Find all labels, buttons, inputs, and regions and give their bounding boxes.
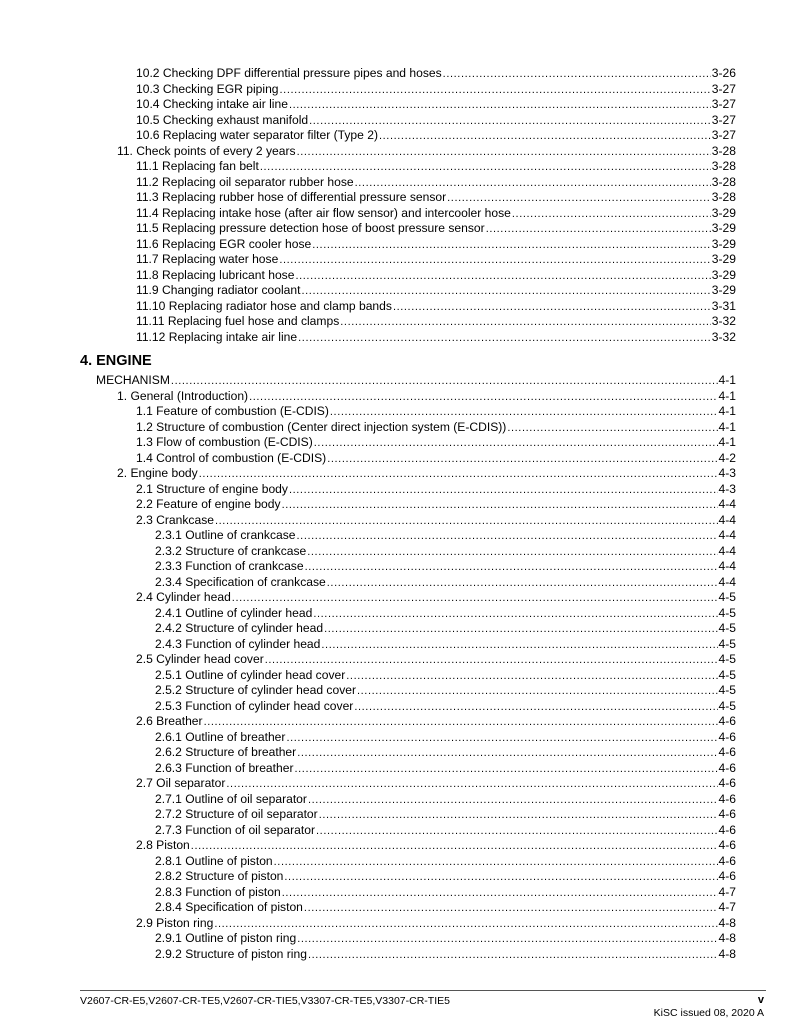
toc-entry-label: 2.3.4 Specification of crankcase [155, 574, 326, 589]
toc-entry-page: 3-28 [711, 143, 736, 158]
footer-divider [80, 990, 766, 991]
toc-entry-label: 2.9 Piston ring [136, 915, 214, 930]
toc-entry-label: 2.7.3 Function of oil separator [155, 822, 316, 837]
toc-entry[interactable] [155, 544, 736, 560]
toc-entry-label: 2.9.1 Outline of piston ring [155, 931, 297, 945]
toc-entry[interactable] [155, 885, 736, 901]
toc-entry[interactable] [136, 776, 736, 792]
toc-entry-label: 11.6 Replacing EGR cooler hose [136, 236, 312, 251]
dot-leader [324, 622, 717, 638]
dot-leader [282, 498, 718, 514]
page-number: v [757, 994, 764, 1006]
toc-entry-page: 4-5 [718, 590, 736, 604]
toc-entry-label: 2.8.3 Function of piston [155, 884, 281, 899]
toc-entry[interactable] [155, 730, 736, 746]
toc-entry-label: 2.3.3 Function of crankcase [155, 559, 304, 573]
toc-entry[interactable] [136, 82, 736, 98]
dot-leader [295, 269, 710, 285]
dot-leader [316, 824, 718, 840]
section-heading: 4. ENGINE [80, 353, 152, 369]
dot-leader [312, 238, 711, 254]
dot-leader [282, 886, 718, 902]
dot-leader [274, 855, 718, 871]
dot-leader [321, 638, 717, 654]
toc-entry[interactable] [136, 113, 736, 129]
dot-leader [297, 529, 718, 545]
toc-entry-page: 4-5 [718, 683, 736, 697]
toc-entry-label: 1.2 Structure of combustion (Center direct injection system (E-CDIS)) [136, 419, 507, 434]
toc-entry-page: 4-8 [718, 931, 736, 945]
toc-entry[interactable] [136, 97, 736, 113]
toc-entry-label: 2.1 Structure of engine body [136, 481, 288, 496]
toc-entry[interactable] [136, 420, 736, 436]
toc-entry-page: 4-1 [718, 388, 736, 403]
toc-entry-label: 2.7.2 Structure of oil separator [155, 807, 318, 821]
toc-entry-page: 4-6 [718, 760, 736, 775]
toc-entry-label: 2.5.2 Structure of cylinder head cover [155, 683, 356, 697]
toc-entry-label: 11.5 Replacing pressure detection hose of boost pressure sensor [136, 221, 485, 235]
toc-entry-label: 2.4.3 Function of cylinder head [155, 636, 321, 651]
toc-entry[interactable] [136, 206, 736, 222]
dot-leader [346, 669, 717, 685]
toc-entry-label: 2.9.2 Structure of piston ring [155, 946, 307, 961]
toc-entry[interactable] [117, 144, 736, 160]
dot-leader [297, 145, 711, 161]
toc-entry[interactable] [136, 497, 736, 513]
dot-leader [260, 160, 711, 176]
toc-entry[interactable] [155, 668, 736, 684]
toc-entry-label: 11.9 Changing radiator coolant [136, 283, 301, 297]
toc-entry-label: 2.6.2 Structure of breather [155, 745, 297, 759]
toc-entry-page: 4-5 [718, 636, 736, 651]
toc-entry-label: 2.8.4 Specification of piston [155, 900, 303, 914]
toc-entry-label: 11.4 Replacing intake hose (after air flow sensor) and intercooler hose [136, 205, 511, 220]
toc-entry-label: 2.2 Feature of engine body [136, 497, 281, 511]
toc-entry-label: 2.8.1 Outline of piston [155, 853, 273, 868]
toc-entry-page: 3-28 [711, 159, 736, 173]
toc-entry[interactable] [155, 637, 736, 653]
toc-entry-page: 4-6 [718, 714, 736, 728]
toc-entry-page: 3-28 [711, 190, 736, 204]
dot-leader [280, 83, 711, 99]
toc-entry-label: 11.8 Replacing lubricant hose [136, 267, 295, 282]
footer-model-list: V2607-CR-E5,V2607-CR-TE5,V2607-CR-TIE5,V3307-CR-TE5,V3307-CR-TIE5 [80, 995, 450, 1007]
dot-leader [214, 917, 717, 933]
toc-entry-page: 3-29 [711, 252, 736, 266]
dot-leader [308, 948, 718, 964]
toc-entry-page: 3-29 [711, 221, 736, 235]
toc-entry-page: 4-8 [718, 915, 736, 930]
toc-entry-page: 4-5 [718, 621, 736, 635]
toc-entry[interactable] [155, 745, 736, 761]
dot-leader [298, 331, 711, 347]
toc-entry-page: 4-7 [718, 884, 736, 899]
dot-leader [286, 731, 717, 747]
toc-entry[interactable] [136, 237, 736, 253]
toc-entry-page: 4-6 [718, 869, 736, 883]
toc-entry-page: 4-5 [718, 652, 736, 666]
dot-leader [330, 405, 718, 421]
toc-entry[interactable] [136, 590, 736, 606]
dot-leader [304, 901, 718, 917]
toc-entry[interactable] [136, 299, 736, 315]
toc-entry[interactable] [136, 190, 736, 206]
issue-date: KiSC issued 08, 2020 A [653, 1007, 764, 1019]
toc-entry-label: 10.3 Checking EGR piping [136, 81, 279, 96]
toc-entry-page: 3-32 [711, 314, 736, 328]
dot-leader [354, 700, 717, 716]
toc-entry-page: 4-6 [718, 745, 736, 759]
toc-entry-label: MECHANISM [96, 373, 170, 387]
toc-entry-page: 4-4 [718, 528, 736, 542]
toc-entry[interactable] [136, 314, 736, 330]
toc-entry[interactable] [155, 761, 736, 777]
toc-entry-page: 3-31 [711, 298, 736, 313]
toc-entry-label: 11.10 Replacing radiator hose and clamp bands [136, 298, 392, 313]
toc-entry-page: 3-27 [711, 112, 736, 127]
toc-entry[interactable] [136, 451, 736, 467]
toc-entry-label: 2.4.2 Structure of cylinder head [155, 621, 324, 635]
toc-entry[interactable] [136, 838, 736, 854]
toc-entry-label: 10.5 Checking exhaust manifold [136, 112, 309, 127]
toc-entry-page: 4-3 [718, 466, 736, 480]
toc-entry-page: 4-8 [718, 946, 736, 961]
dot-leader [265, 653, 718, 669]
dot-leader [512, 207, 711, 223]
dot-leader [215, 514, 718, 530]
dot-leader [279, 253, 710, 269]
dot-leader [507, 421, 717, 437]
dot-leader [302, 284, 711, 300]
toc-entry-page: 4-3 [718, 481, 736, 496]
toc-entry-label: 2.4.1 Outline of cylinder head [155, 605, 313, 620]
dot-leader [289, 483, 718, 499]
toc-entry-page: 4-6 [718, 807, 736, 821]
toc-entry-page: 3-29 [711, 283, 736, 297]
toc-entry[interactable] [136, 283, 736, 299]
dot-leader [313, 607, 717, 623]
toc-entry-label: 2.6.3 Function of breather [155, 760, 294, 775]
toc-entry-page: 3-26 [711, 66, 736, 80]
toc-entry-label: 1.4 Control of combustion (E-CDIS) [136, 450, 327, 465]
dot-leader [319, 808, 718, 824]
toc-entry[interactable] [136, 652, 736, 668]
toc-entry[interactable] [136, 221, 736, 237]
toc-entry-page: 4-2 [718, 450, 736, 465]
dot-leader [340, 315, 711, 331]
toc-entry-label: 2.3.1 Outline of crankcase [155, 528, 296, 542]
toc-entry-label: 11.12 Replacing intake air line [136, 329, 298, 344]
dot-leader [305, 560, 718, 576]
dot-leader [226, 777, 717, 793]
dot-leader [199, 467, 718, 483]
dot-leader [327, 452, 717, 468]
toc-entry-label: 10.4 Checking intake air line [136, 97, 288, 111]
dot-leader [249, 390, 717, 406]
toc-entry-page: 3-27 [711, 81, 736, 96]
toc-entry-label: 11.7 Replacing water hose [136, 252, 279, 266]
toc-entry-page: 4-4 [718, 512, 736, 527]
toc-entry-page: 4-4 [718, 559, 736, 573]
toc-entry-label: 11.3 Replacing rubber hose of differential pressure sensor [136, 190, 447, 204]
toc-entry-label: 11. Check points of every 2 years [117, 143, 296, 158]
dot-leader [314, 436, 718, 452]
toc-entry-label: 1.1 Feature of combustion (E-CDIS) [136, 404, 329, 418]
toc-entry[interactable] [155, 947, 736, 963]
toc-entry[interactable] [155, 559, 736, 575]
toc-entry-label: 2.3.2 Structure of crankcase [155, 543, 307, 558]
dot-leader [204, 715, 718, 731]
toc-entry-label: 2.7 Oil separator [136, 776, 226, 790]
dot-leader [297, 746, 717, 762]
toc-entry[interactable] [96, 373, 736, 389]
toc-entry[interactable] [155, 575, 736, 591]
toc-entry-page: 3-29 [711, 205, 736, 220]
toc-entry-page: 3-29 [711, 236, 736, 251]
toc-entry[interactable] [136, 513, 736, 529]
dot-leader [393, 300, 711, 316]
dot-leader [284, 870, 717, 886]
toc-entry-page: 4-4 [718, 574, 736, 589]
toc-entry[interactable] [155, 683, 736, 699]
toc-entry[interactable] [136, 435, 736, 451]
toc-entry-page: 4-4 [718, 543, 736, 558]
dot-leader [309, 114, 711, 130]
toc-entry[interactable] [117, 466, 736, 482]
toc-entry-page: 4-5 [718, 698, 736, 713]
toc-entry-label: 2.8.2 Structure of piston [155, 869, 284, 883]
toc-entry[interactable] [136, 330, 736, 346]
dot-leader [297, 932, 717, 948]
toc-entry[interactable] [117, 389, 736, 405]
toc-entry[interactable] [155, 606, 736, 622]
toc-entry-page: 4-5 [718, 605, 736, 620]
toc-entry-label: 11.2 Replacing oil separator rubber hose [136, 174, 354, 189]
dot-leader [327, 576, 718, 592]
dot-leader [447, 191, 711, 207]
toc-entry[interactable] [136, 159, 736, 175]
dot-leader [307, 545, 717, 561]
dot-leader [379, 129, 711, 145]
toc-entry-page: 4-6 [718, 822, 736, 837]
toc-entry[interactable] [136, 66, 736, 82]
toc-entry-label: 2.5.3 Function of cylinder head cover [155, 698, 354, 713]
toc-entry-page: 4-6 [718, 838, 736, 852]
toc-entry[interactable] [155, 621, 736, 637]
toc-entry-label: 10.2 Checking DPF differential pressure pipes and hoses [136, 66, 442, 80]
toc-entry[interactable] [155, 931, 736, 947]
toc-entry-page: 4-7 [718, 900, 736, 914]
toc-entry-page: 3-32 [711, 329, 736, 344]
dot-leader [171, 374, 718, 390]
toc-entry-page: 4-1 [718, 373, 736, 387]
dot-leader [486, 222, 711, 238]
toc-entry-label: 1.3 Flow of combustion (E-CDIS) [136, 435, 313, 449]
toc-entry-label: 2. Engine body [117, 466, 198, 480]
toc-entry-page: 4-6 [718, 791, 736, 806]
toc-entry-page: 4-1 [718, 419, 736, 434]
dot-leader [308, 793, 718, 809]
toc-entry[interactable] [136, 916, 736, 932]
toc-entry-label: 1. General (Introduction) [117, 388, 249, 403]
toc-entry-page: 4-1 [718, 404, 736, 418]
toc-entry-label: 11.11 Replacing fuel hose and clamps [136, 314, 340, 328]
toc-entry[interactable] [136, 268, 736, 284]
toc-entry-label: 2.8 Piston [136, 838, 190, 852]
toc-entry[interactable] [155, 528, 736, 544]
toc-entry[interactable] [155, 699, 736, 715]
toc-entry-page: 4-1 [718, 435, 736, 449]
toc-entry-page: 3-27 [711, 97, 736, 111]
dot-leader [357, 684, 718, 700]
toc-entry[interactable] [155, 869, 736, 885]
toc-entry-label: 2.4 Cylinder head [136, 590, 231, 604]
dot-leader [289, 98, 711, 114]
toc-entry-page: 3-29 [711, 267, 736, 282]
dot-leader [443, 67, 711, 83]
toc-entry-page: 4-4 [718, 497, 736, 511]
footer-issue-info [654, 994, 764, 1020]
toc-entry-page: 4-6 [718, 776, 736, 790]
toc-entry-label: 10.6 Replacing water separator filter (Type 2) [136, 128, 378, 142]
toc-entry[interactable] [136, 482, 736, 498]
toc-entry-label: 2.5 Cylinder head cover [136, 652, 264, 666]
toc-entry-page: 3-27 [711, 128, 736, 142]
toc-entry[interactable] [136, 175, 736, 191]
toc-entry[interactable] [136, 714, 736, 730]
toc-entry-page: 4-6 [718, 853, 736, 868]
toc-entry-label: 11.1 Replacing fan belt [136, 159, 259, 173]
dot-leader [355, 176, 711, 192]
toc-entry[interactable] [155, 807, 736, 823]
toc-entry[interactable] [136, 252, 736, 268]
dot-leader [191, 839, 718, 855]
toc-entry-label: 2.3 Crankcase [136, 512, 214, 527]
toc-entry[interactable] [155, 854, 736, 870]
toc-entry-label: 2.5.1 Outline of cylinder head cover [155, 667, 346, 682]
dot-leader [232, 591, 718, 607]
toc-entry-label: 2.6 Breather [136, 714, 203, 728]
toc-entry-page: 4-5 [718, 667, 736, 682]
dot-leader [295, 762, 718, 778]
toc-entry[interactable] [136, 128, 736, 144]
toc-entry-page: 3-28 [711, 174, 736, 189]
toc-entry-page: 4-6 [718, 729, 736, 744]
toc-entry[interactable] [155, 823, 736, 839]
toc-entry[interactable] [155, 900, 736, 916]
toc-entry-label: 2.7.1 Outline of oil separator [155, 791, 307, 806]
toc-entry[interactable] [155, 792, 736, 808]
toc-entry[interactable] [136, 404, 736, 420]
toc-entry-label: 2.6.1 Outline of breather [155, 729, 286, 744]
